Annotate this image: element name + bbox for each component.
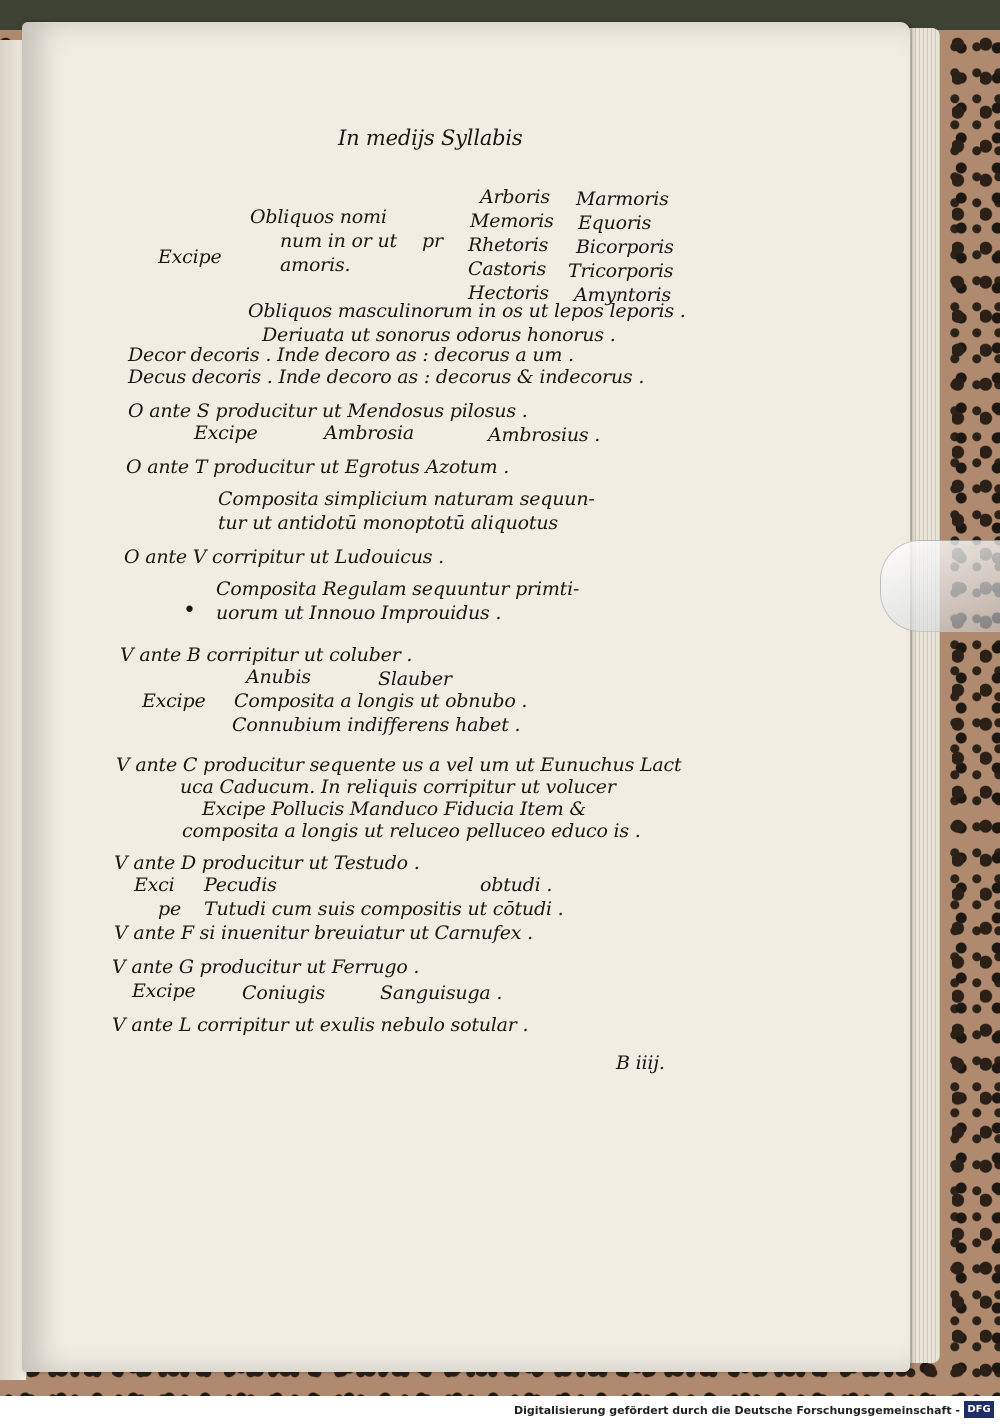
- v-c-line3: Excipe Pollucis Manduco Fiducia Item &: [202, 798, 587, 820]
- page-clip: [880, 540, 1000, 632]
- v-c-line2: uca Caducum. In reliquis corripitur ut volucer: [180, 776, 616, 798]
- rule-v-g: V ante G producitur ut Ferrugo .: [112, 956, 420, 978]
- v-d-word2: obtudi .: [480, 874, 553, 896]
- word-marmoris: Marmoris: [576, 188, 669, 210]
- line-deriuata: Deriuata ut sonorus odorus honorus .: [262, 324, 616, 346]
- o-s-word2: Ambrosius .: [488, 424, 601, 446]
- v-d-line2: Tutudi cum suis compositis ut cōtudi .: [204, 898, 564, 920]
- word-castoris: Castoris: [468, 258, 546, 280]
- v-c-line1: V ante C producitur sequente us a vel um ut Eunuchus Lact: [116, 754, 682, 776]
- word-memoris: Memoris: [470, 210, 554, 232]
- rule-v-b: V ante B corripitur ut coluber .: [120, 644, 413, 666]
- signature-mark: B iiij.: [616, 1052, 665, 1074]
- v-g-word1: Coniugis: [242, 982, 325, 1004]
- word-rhetoris: Rhetoris: [468, 234, 549, 256]
- rule-o-v: O ante V corripitur ut Ludouicus .: [124, 546, 445, 568]
- v-d-word1: Pecudis: [204, 874, 277, 896]
- v-g-word2: Sanguisuga .: [380, 982, 503, 1004]
- o-t-line1: Composita simplicium naturam sequun-: [218, 488, 595, 510]
- block1-pr: pr: [422, 230, 443, 252]
- line-decor: Decor decoris . Inde decoro as : decorus a um .: [128, 344, 574, 366]
- v-g-excipe: Excipe: [132, 980, 196, 1002]
- rule-v-d: V ante D producitur ut Testudo .: [114, 852, 420, 874]
- o-t-line2: tur ut antidotū monoptotū aliquotus: [218, 512, 558, 534]
- block1-left-1: Obliquos nomi: [250, 206, 387, 228]
- word-amyntoris: Amyntoris: [574, 284, 671, 306]
- word-arboris: Arboris: [480, 186, 550, 208]
- paragraph-mark-icon: •: [183, 598, 196, 623]
- line-decus: Decus decoris . Inde decoro as : decorus & indecorus .: [128, 366, 645, 388]
- v-b-line2: Connubium indifferens habet .: [232, 714, 521, 736]
- word-bicorporis: Bicorporis: [576, 236, 674, 258]
- o-s-word1: Ambrosia: [324, 422, 414, 444]
- v-c-line4: composita a longis ut reluceo pelluceo educo is .: [182, 820, 641, 842]
- o-s-excipe: Excipe: [194, 422, 258, 444]
- rule-v-f: V ante F si inuenitur breuiatur ut Carnufex .: [114, 922, 533, 944]
- rule-o-s: O ante S producitur ut Mendosus pilosus .: [128, 400, 528, 422]
- v-b-line1: Composita a longis ut obnubo .: [234, 690, 528, 712]
- line-obliquos-masculinorum: Obliquos masculinorum in os ut lepos leporis .: [248, 300, 686, 322]
- rule-v-l: V ante L corripitur ut exulis nebulo sotular .: [112, 1014, 529, 1036]
- word-equoris: Equoris: [578, 212, 652, 234]
- block1-excipe: Excipe: [158, 246, 222, 268]
- word-hectoris: Hectoris: [468, 282, 549, 304]
- v-d-pe: pe: [158, 898, 182, 920]
- block1-left-3: amoris.: [280, 254, 351, 276]
- page-heading: In medijs Syllabis: [338, 126, 523, 150]
- v-d-exci: Exci: [134, 874, 175, 896]
- o-v-line2: uorum ut Innouo Improuidus .: [216, 602, 502, 624]
- digitization-credit: Digitalisierung gefördert durch die Deutsche Forschungsgemeinschaft -: [513, 1404, 960, 1417]
- v-b-word1: Anubis: [246, 666, 311, 688]
- rule-o-t: O ante T producitur ut Egrotus Azotum .: [126, 456, 510, 478]
- v-b-word2: Slauber: [378, 668, 452, 690]
- block1-left-2: num in or ut: [280, 230, 397, 252]
- o-v-line1: Composita Regulam sequuntur primti-: [216, 578, 580, 600]
- dfg-logo: DFG: [964, 1401, 994, 1418]
- word-tricorporis: Tricorporis: [568, 260, 674, 282]
- v-b-excipe: Excipe: [142, 690, 206, 712]
